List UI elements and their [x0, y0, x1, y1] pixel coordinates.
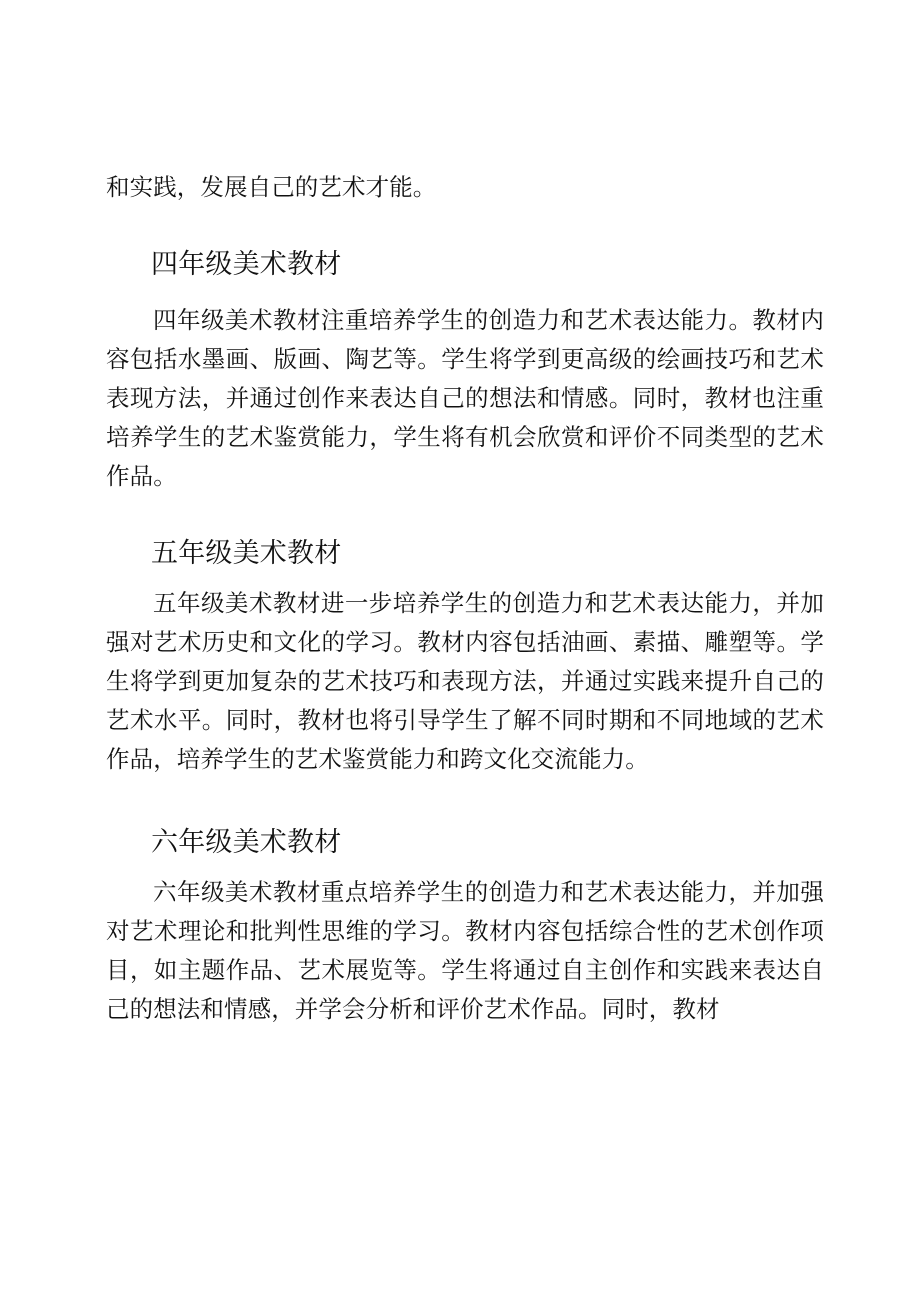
section-body-grade-4: 四年级美术教材注重培养学生的创造力和艺术表达能力。教材内容包括水墨画、版画、陶艺等。学生将学到更高级的绘画技巧和艺术表现方法，并通过创作来表达自己的想法和情感。同时，教材也注重培养学生的艺术鉴赏能力，学生将有机会欣赏和评价不同类型的艺术作品。	[106, 306, 824, 490]
section-heading-grade-6: 六年级美术教材	[151, 827, 342, 858]
section-body-grade-5: 五年级美术教材进一步培养学生的创造力和艺术表达能力，并加强对艺术历史和文化的学习。教材内容包括油画、素描、雕塑等。学生将学到更加复杂的艺术技巧和表现方法，并通过实践来提升自己的艺术水平。同时，教材也将引导学生了解不同时期和不同地域的艺术作品，培养学生的艺术鉴赏能力和跨文化交流能力。	[106, 589, 824, 773]
section-body-grade-6: 六年级美术教材重点培养学生的创造力和艺术表达能力，并加强对艺术理论和批判性思维的学习。教材内容包括综合性的艺术创作项目，如主题作品、艺术展览等。学生将通过自主创作和实践来表达自己的想法和情感，并学会分析和评价艺术作品。同时，教材	[106, 878, 824, 1023]
section-heading-grade-4: 四年级美术教材	[151, 249, 342, 280]
document-content	[106, 168, 824, 1029]
intro-continuation-text: 和实践，发展自己的艺术才能。	[106, 173, 437, 201]
section-heading-grade-5: 五年级美术教材	[151, 538, 342, 569]
